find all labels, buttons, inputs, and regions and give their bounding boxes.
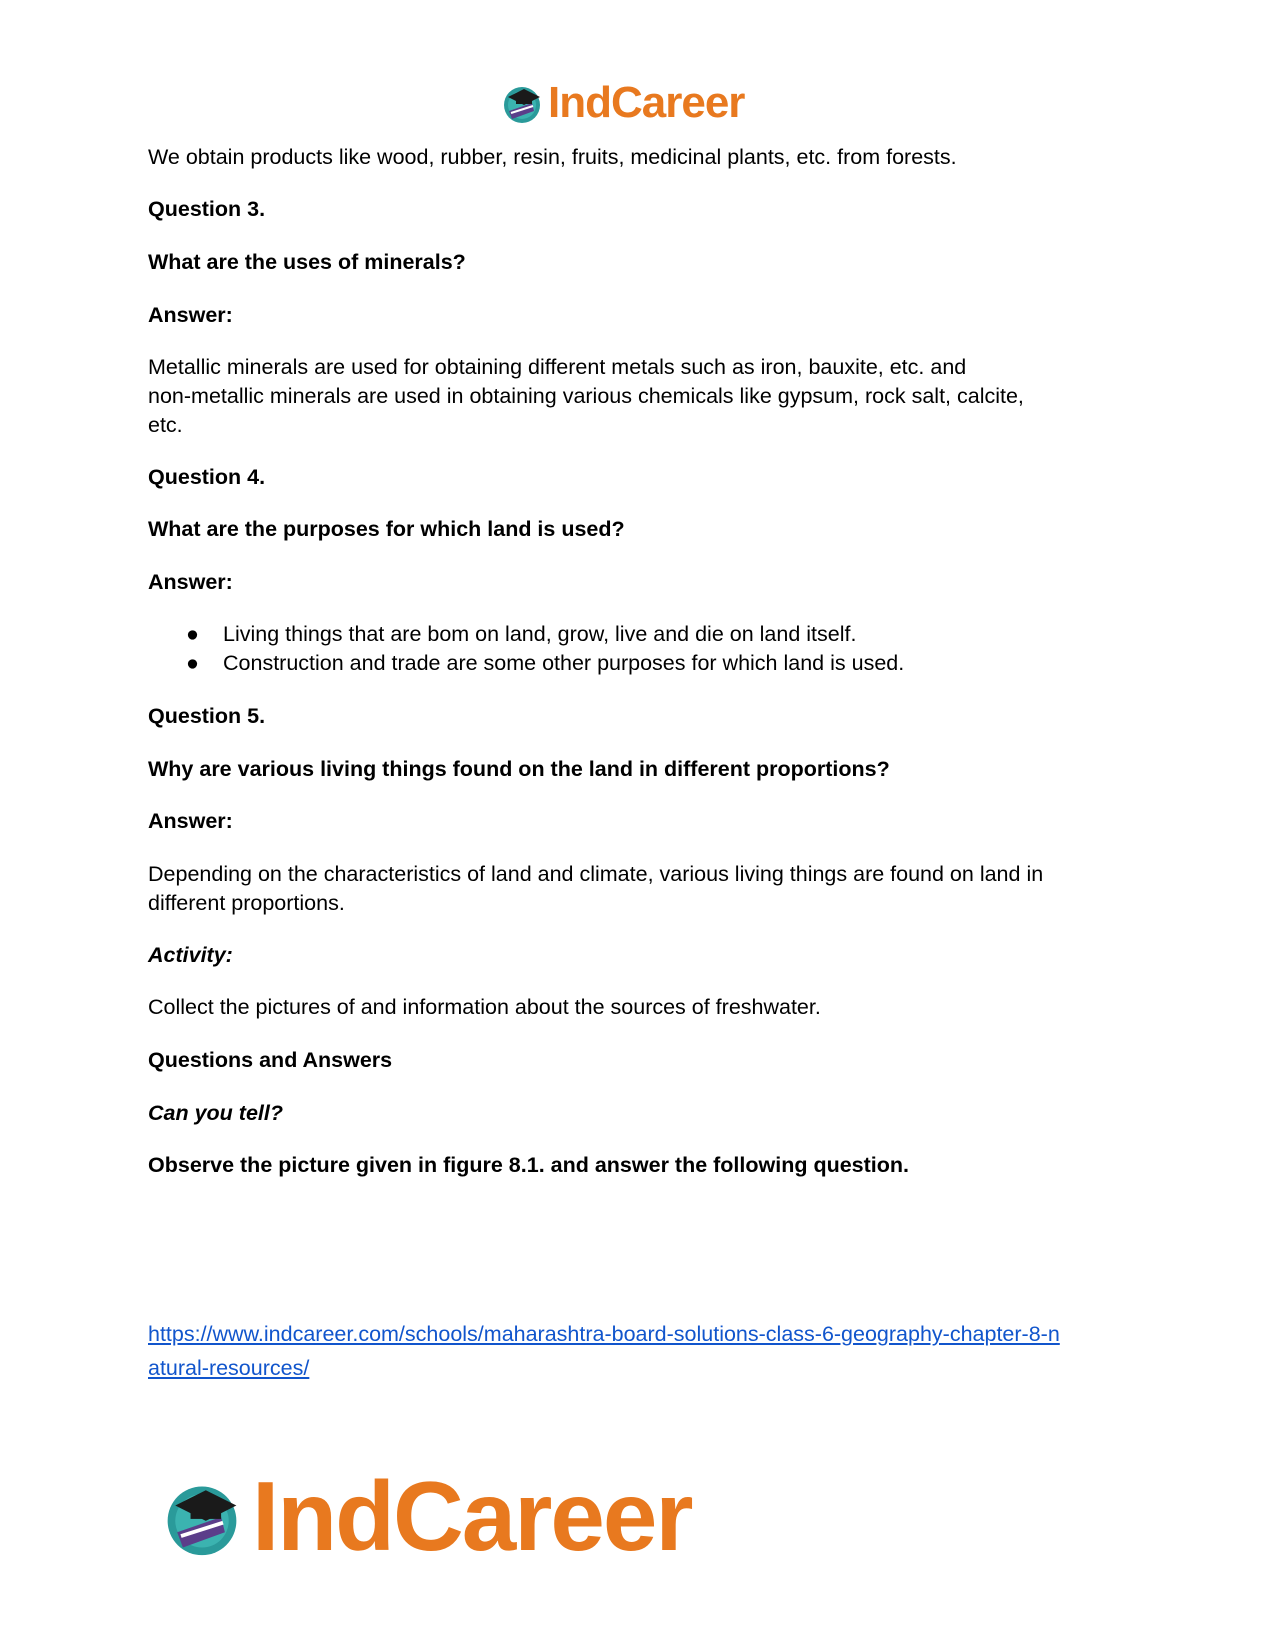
logo-text: IndCareer — [252, 1461, 692, 1571]
paragraph-forest-products: We obtain products like wood, rubber, resin, fruits, medicinal plants, etc. from forests. — [148, 145, 957, 169]
header-logo — [500, 78, 744, 128]
question-4-label: Question 4. — [148, 465, 266, 489]
bullet-icon: ● — [186, 651, 199, 675]
activity-label: Activity: — [148, 943, 233, 967]
can-you-tell-heading: Can you tell? — [148, 1101, 283, 1125]
footer-logo — [160, 1460, 692, 1573]
question-3-answer-line-1: Metallic minerals are used for obtaining different metals such as iron, bauxite, etc. and — [148, 355, 967, 379]
graduation-globe-icon — [500, 81, 544, 125]
question-4-text: What are the purposes for which land is used? — [148, 517, 625, 541]
question-5-answer-line-1: Depending on the characteristics of land and climate, various living things are found on land in — [148, 862, 1044, 886]
observe-instruction: Observe the picture given in figure 8.1. and answer the following question. — [148, 1153, 909, 1177]
question-4-answer-label: Answer: — [148, 570, 233, 594]
question-5-answer-line-2: different proportions. — [148, 891, 345, 915]
bullet-icon: ● — [186, 622, 199, 646]
question-5-label: Question 5. — [148, 704, 266, 728]
activity-text: Collect the pictures of and information about the sources of freshwater. — [148, 995, 821, 1019]
question-5-text: Why are various living things found on the land in different proportions? — [148, 757, 890, 781]
source-link-line-1[interactable]: https://www.indcareer.com/schools/maharashtra-board-solutions-class-6-geography-chapter-8-n — [148, 1322, 1060, 1346]
logo-text: IndCareer — [548, 78, 745, 127]
question-3-answer-line-2: non-metallic minerals are used in obtaining various chemicals like gypsum, rock salt, calcite, — [148, 384, 1024, 408]
source-link-line-2[interactable]: atural-resources/ — [148, 1356, 310, 1380]
question-3-answer-line-3: etc. — [148, 413, 183, 437]
questions-and-answers-heading: Questions and Answers — [148, 1048, 393, 1072]
question-3-answer-label: Answer: — [148, 303, 233, 327]
question-5-answer-label: Answer: — [148, 809, 233, 833]
list-item-text: Living things that are bom on land, grow, live and die on land itself. — [223, 622, 857, 646]
question-3-text: What are the uses of minerals? — [148, 250, 466, 274]
question-3-label: Question 3. — [148, 197, 266, 221]
list-item-text: Construction and trade are some other purposes for which land is used. — [223, 651, 905, 675]
graduation-globe-icon — [160, 1475, 244, 1559]
